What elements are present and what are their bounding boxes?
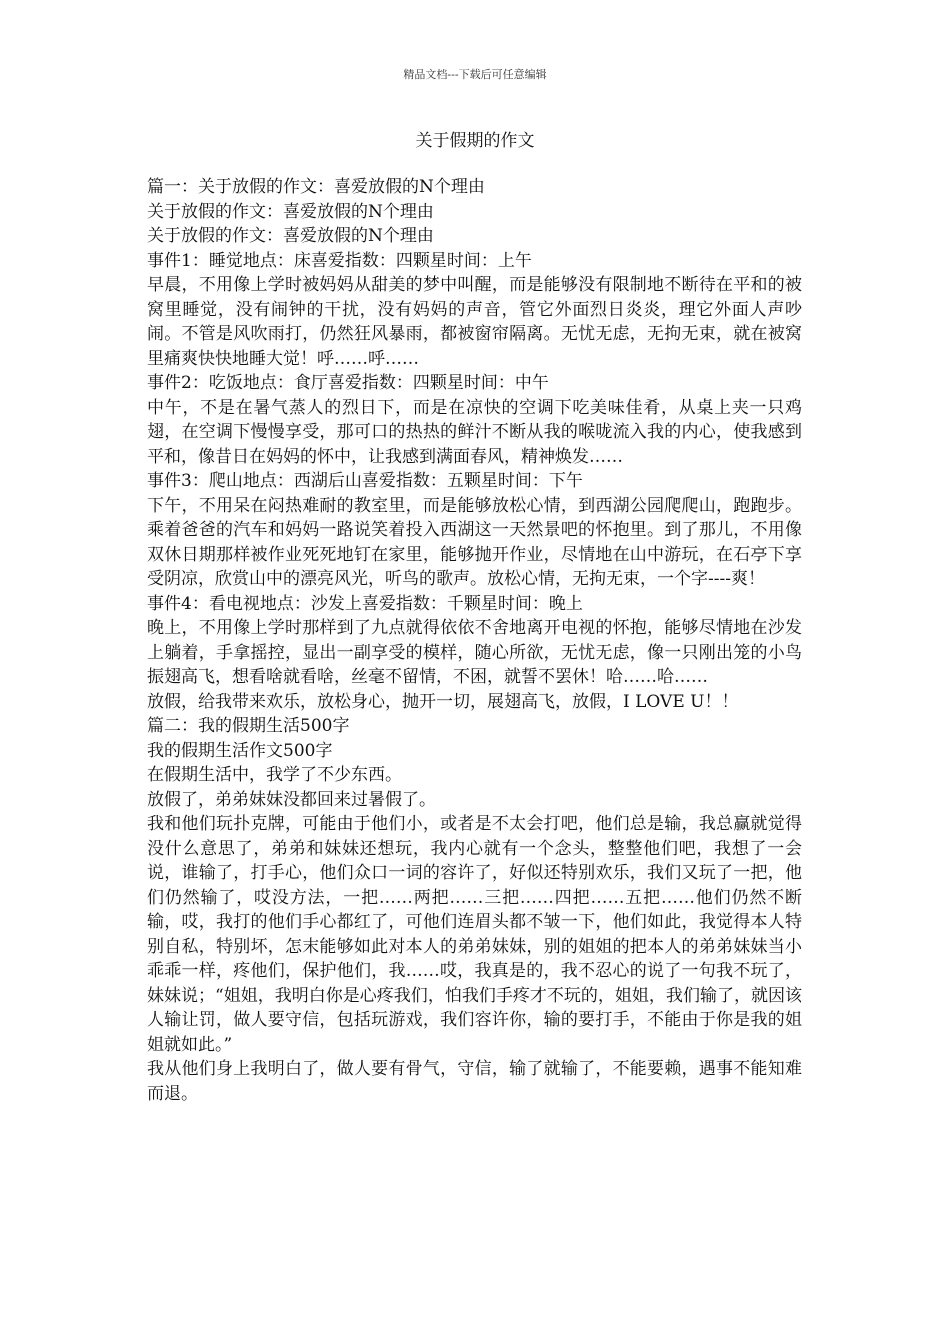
- document-title: 关于假期的作文: [415, 131, 535, 151]
- paragraph: 关于放假的作文：喜爱放假的N个理由: [147, 201, 434, 222]
- page-header: 精品文档---下载后可任意编辑: [403, 68, 547, 81]
- paragraph: 早晨，不用像上学时被妈妈从甜美的梦中叫醒，而是能够没有限制地不断待在平和的被窝里睡觉，没有闹钟的干扰，没有妈妈的声音，管它外面烈日炎炎，理它外面人声吵闹。不管是风吹雨打，仍然狂风暴雨，都被窗帘隔离。无忧无虑，无拘无束，就在被窝里痛爽快快地睡大觉！呼……呼……: [147, 275, 802, 369]
- paragraph: 放假，给我带来欢乐，放松身心，抛开一切，展翅高飞，放假，I LOVE U！！: [147, 691, 739, 712]
- paragraph: 放假了，弟弟妹妹没都回来过暑假了。: [147, 789, 436, 810]
- paragraph: 关于放假的作文：喜爱放假的N个理由: [147, 226, 434, 246]
- paragraph: 篇二：我的假期生活500字: [147, 716, 350, 736]
- paragraph: 在假期生活中，我学了不少东西。: [147, 765, 402, 785]
- paragraph: 晚上，不用像上学时那样到了九点就得依依不舍地离开电视的怀抱，能够尽情地在沙发上躺着，手拿摇控，显出一副享受的模样，随心所欲，无忧无虑，像一只刚出笼的小鸟振翅高飞，想看啥就看啥，丝毫不留情，不困，就誓不罢休！哈……哈……: [147, 618, 802, 687]
- paragraph: 事件3：爬山地点：西湖后山喜爱指数：五颗星时间：下午: [147, 471, 583, 491]
- paragraph: 下午，不用呆在闷热难耐的教室里，而是能够放松心情，到西湖公园爬爬山，跑跑步。乘着爸爸的汽车和妈妈一路说笑着投入西湖这一天然景吧的怀抱里。到了那儿，不用像双休日期那样被作业死死地钉在家里，能够抛开作业，尽情地在山中游玩，在石亭下享受阴凉，欣赏山中的漂亮风光，听鸟的歌声。放松心情，无拘无束，一个字----爽！: [147, 495, 802, 589]
- document-body: [147, 175, 802, 1106]
- paragraph: 事件2：吃饭地点：食厅喜爱指数：四颗星时间：中午: [147, 373, 549, 393]
- paragraph: 事件1：睡觉地点：床喜爱指数：四颗星时间：上午: [147, 250, 532, 271]
- paragraph: 事件4：看电视地点：沙发上喜爱指数：千颗星时间：晚上: [147, 593, 583, 614]
- paragraph: 我和他们玩扑克牌，可能由于他们小，或者是不太会打吧，他们总是输，我总赢就觉得没什么意思了，弟弟和妹妹还想玩，我内心就有一个念头，整整他们吧，我想了一会说，谁输了，打手心，他们众口一词的容许了，好似还特别欢乐，我们又玩了一把，他们仍然输了，哎没方法，一把……两把……三把……四把……五把……他们仍然不断输，哎，我打的他们手心都红了，可他们连眉头都不皱一下，他们如此，我觉得本人特别自私，特别坏，怎末能够如此对本人的弟弟妹妹，别的姐姐的把本人的弟弟妹妹当小乖乖一样，疼他们，保护他们，我……哎，我真是的，我不忍心的说了一句我不玩了，妹妹说；“姐姐，我明白你是心疼我们，怕我们手疼才不玩的，姐姐，我们输了，就因该人输让罚，做人要守信，包括玩游戏，我们容许你，输的要打手，不能由于你是我的姐姐就如此。”: [147, 814, 802, 1055]
- paragraph: 篇一：关于放假的作文：喜爱放假的N个理由: [147, 177, 485, 197]
- paragraph: 我从他们身上我明白了，做人要有骨气，守信，输了就输了，不能要赖，遇事不能知难而退。: [147, 1059, 802, 1104]
- paragraph: 我的假期生活作文500字: [147, 740, 333, 761]
- paragraph: 中午，不是在暑气蒸人的烈日下，而是在凉快的空调下吃美味佳肴，从桌上夹一只鸡翅，在空调下慢慢享受，那可口的热热的鲜汁不断从我的喉咙流入我的内心，使我感到平和，像昔日在妈妈的怀中，让我感到满面春风，精神焕发……: [147, 397, 802, 467]
